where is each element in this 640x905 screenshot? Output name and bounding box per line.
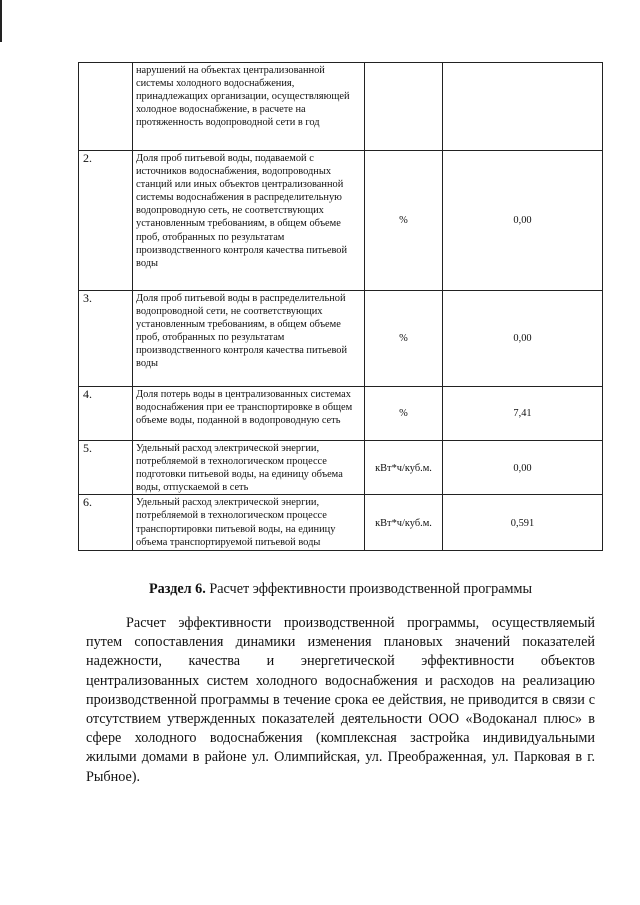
indicator-name: Доля потерь воды в централизованных системах водоснабжения при ее транспортировке в общем объеме воды, поданной в водопроводную сеть bbox=[133, 387, 365, 441]
value-cell: 0,591 bbox=[443, 495, 603, 551]
indicator-name: Доля проб питьевой воды в распределительной водопроводной сети, не соответствующих установленным требованиям, в общем объеме проб, отобранных по результатам производственного контроля качества питьевой воды bbox=[133, 291, 365, 387]
row-number: 5. bbox=[79, 441, 133, 495]
unit-cell: % bbox=[365, 291, 443, 387]
unit-cell bbox=[365, 63, 443, 151]
unit-cell: % bbox=[365, 151, 443, 291]
table-row bbox=[79, 291, 603, 387]
value-cell: 0,00 bbox=[443, 151, 603, 291]
indicators-table bbox=[78, 62, 603, 551]
value-cell: 0,00 bbox=[443, 291, 603, 387]
page-edge-mark bbox=[0, 0, 2, 42]
value-cell: 7,41 bbox=[443, 387, 603, 441]
section-heading bbox=[78, 580, 603, 598]
table-row bbox=[79, 387, 603, 441]
body-paragraph: Расчет эффективности производственной программы, осуществляемый путем сопоставления динамики изменения плановых значений показателей надежности, качества и энергетической эффективности объектов централизованных систем холодного водоснабжения и расходов на реализацию производственной программы в течение срока ее действия, не приводится в связи с отсутствием утвержденных показателей деятельности ООО «Водоканал плюс» в сфере холодного водоснабжения (комплексная застройка индивидуальными жилыми домами в районе ул. Олимпийская, ул. Преображенная, ул. Парковая в г. Рыбное). bbox=[86, 615, 595, 785]
indicator-name: Удельный расход электрической энергии, потребляемой в технологическом процессе транспортировки питьевой воды, на единицу объема транспортируемой питьевой воды bbox=[133, 495, 365, 551]
row-number: 3. bbox=[79, 291, 133, 387]
value-cell bbox=[443, 63, 603, 151]
row-number: 6. bbox=[79, 495, 133, 551]
indicator-name: Доля проб питьевой воды, подаваемой с источников водоснабжения, водопроводных станций или иных объектов централизованной системы водоснабжения в распределительную водопроводную сеть, не соответствующих установленным требованиям, в общем объеме проб, отобранных по результатам производственного контроля качества питьевой воды bbox=[133, 151, 365, 291]
section-label: Раздел 6. bbox=[148, 581, 206, 597]
table-row bbox=[79, 441, 603, 495]
unit-cell: кВт*ч/куб.м. bbox=[365, 495, 443, 551]
row-number bbox=[79, 63, 133, 151]
row-number: 2. bbox=[79, 151, 133, 291]
table-row bbox=[79, 63, 603, 151]
unit-cell: кВт*ч/куб.м. bbox=[365, 441, 443, 495]
unit-cell: % bbox=[365, 387, 443, 441]
indicator-name: Удельный расход электрической энергии, потребляемой в технологическом процессе подготовки питьевой воды, на единицу объема воды, отпускаемой в сеть bbox=[133, 441, 365, 495]
section-title: Расчет эффективности производственной программы bbox=[209, 581, 533, 597]
table-row bbox=[79, 495, 603, 551]
row-number: 4. bbox=[79, 387, 133, 441]
value-cell: 0,00 bbox=[443, 441, 603, 495]
indicator-name: нарушений на объектах централизованной системы холодного водоснабжения, принадлежащих организации, осуществляющей холодное водоснабжение, в расчете на протяженность водопроводной сети в год bbox=[133, 63, 365, 151]
table-row bbox=[79, 151, 603, 291]
